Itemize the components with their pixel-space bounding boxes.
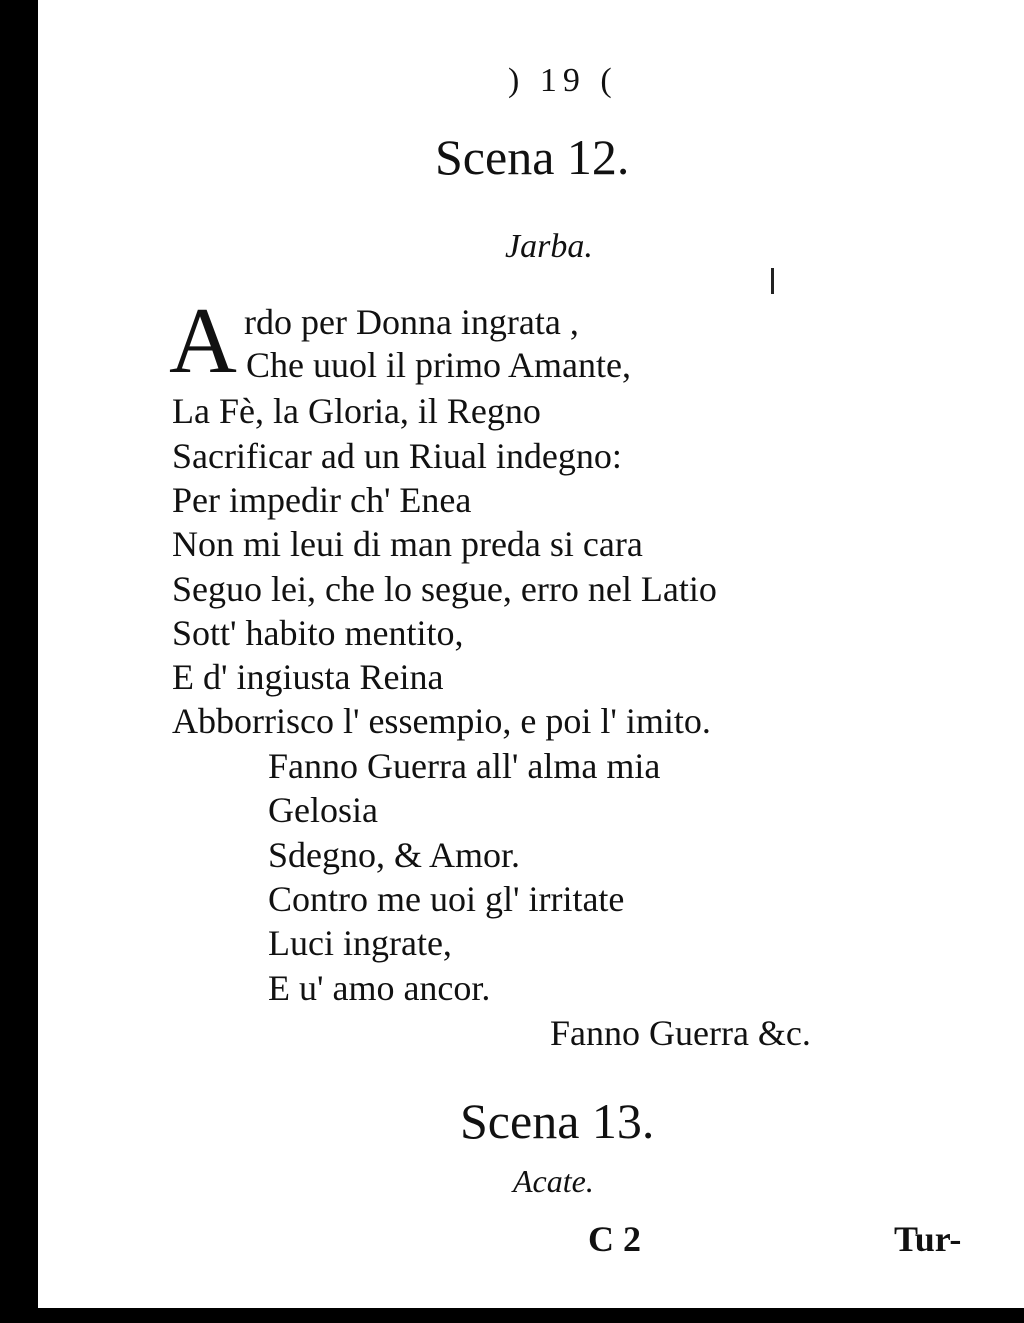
verse-line: Gelosia: [268, 790, 378, 830]
stray-ink-mark: [771, 268, 774, 294]
verse-line: Abborrisco l' essempio, e poi l' imito.: [172, 701, 711, 741]
verse-line: Sdegno, & Amor.: [268, 835, 521, 875]
scene-13-speaker: Acate.: [513, 1163, 594, 1199]
verse-line: E u' amo ancor.: [268, 968, 491, 1008]
verse-line: Fanno Guerra &c.: [550, 1013, 811, 1053]
verse-line: Per impedir ch' Enea: [172, 480, 472, 520]
verse-line: La Fè, la Gloria, il Regno: [172, 391, 541, 431]
book-page: [38, 0, 1024, 1308]
verse-line: Seguo lei, che lo segue, erro nel Latio: [172, 569, 717, 609]
scene-12-heading: Scena 12.: [435, 129, 630, 185]
signature-mark: C 2: [588, 1219, 641, 1259]
verse-line: Che uuol il primo Amante,: [246, 345, 631, 385]
verse-line: rdo per Donna ingrata ,: [244, 302, 579, 342]
verse-line: Sott' habito mentito,: [172, 613, 464, 653]
page-number: ) 19 (: [508, 62, 618, 99]
verse-line: Non mi leui di man preda si cara: [172, 524, 643, 564]
verse-line: Fanno Guerra all' alma mia: [268, 746, 661, 786]
scene-12-speaker: Jarba.: [505, 228, 593, 265]
verse-line: Sacrificar ad un Riual indegno:: [172, 436, 622, 476]
verse-line: Luci ingrate,: [268, 923, 452, 963]
drop-cap: A: [169, 289, 237, 393]
catchword: Tur-: [894, 1219, 962, 1259]
verse-line: Contro me uoi gl' irritate: [268, 879, 625, 919]
verse-line: E d' ingiusta Reina: [172, 657, 444, 697]
scene-13-heading: Scena 13.: [460, 1093, 655, 1149]
